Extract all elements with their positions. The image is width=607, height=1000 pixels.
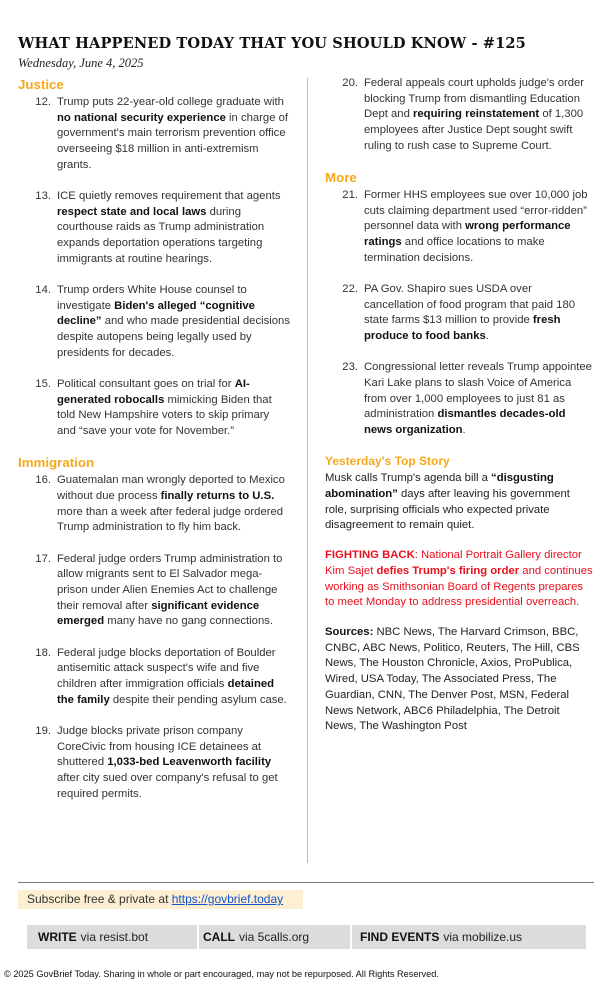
news-item — [18, 646, 290, 709]
item-text — [364, 188, 593, 267]
call-action-label: CALL — [203, 930, 235, 944]
text-run: and who made presidential decisions despite autopens being legally used by presidents for decades. — [57, 315, 290, 359]
write-action-link: via resist.bot — [80, 930, 149, 944]
text-run: and continues working as Smithsonian Board of Regents prepares to meet Monday to address presidential overreach. — [325, 564, 593, 609]
bold-phrase: dismantles decades-old news organization — [364, 408, 566, 437]
find-events-action-link: via mobilize.us — [443, 930, 523, 944]
newsletter-header — [18, 35, 593, 71]
news-item — [18, 473, 290, 536]
bold-phrase: requiring reinstatement — [413, 108, 540, 121]
news-item — [18, 189, 290, 268]
item-number: 12. — [35, 96, 51, 108]
text-run: Guatemalan man wrongly deported to Mexico without due process — [57, 474, 285, 503]
bold-phrase: Biden's alleged “cognitive decline” — [57, 299, 255, 328]
subscribe-link[interactable]: https://govbrief.today — [171, 892, 284, 906]
news-item — [325, 76, 593, 155]
education-list — [325, 76, 593, 155]
news-item — [325, 360, 593, 439]
text-run: Political consultant goes on trial for — [57, 378, 235, 391]
more-list — [325, 188, 593, 439]
write-action[interactable] — [27, 925, 197, 949]
footer-divider — [18, 882, 594, 883]
text-run: Federal judge orders Trump administration to allow migrants sent to El Salvador mega-prison under Alien Enemies Act to challenge their removal after — [57, 552, 283, 612]
news-item — [325, 282, 593, 345]
item-text — [364, 360, 593, 439]
newsletter-title: WHAT HAPPENED TODAY THAT YOU SHOULD KNOW - #125 — [18, 35, 526, 52]
newsletter-date: Wednesday, June 4, 2025 — [18, 56, 144, 70]
news-item — [18, 283, 290, 362]
item-number: 21. — [342, 189, 358, 202]
bold-phrase: finally returns to U.S. — [160, 490, 275, 503]
section-title-justice: Justice — [18, 77, 64, 92]
text-run: PA Gov. Shapiro sues USDA over cancellation of food program that paid 180 state farms $13 million to provide — [364, 283, 576, 327]
text-run: Trump puts 22-year-old college graduate with — [57, 96, 284, 108]
top-story-title: Yesterday's Top Story — [325, 454, 450, 469]
item-number: 20. — [342, 77, 358, 89]
sources-label: Sources: — [325, 625, 374, 638]
text-run: despite their pending asylum case. — [109, 693, 287, 706]
item-number: 19. — [35, 725, 51, 737]
top-story-text — [325, 471, 593, 534]
find-events-action-label: FIND EVENTS — [360, 930, 440, 944]
text-run: : National Portrait Gallery director Kim Sajet — [325, 549, 582, 577]
text-run: more than a week after federal judge ordered Trump administration to fly him back. — [57, 505, 284, 534]
section-title-more: More — [325, 170, 357, 186]
bold-phrase: FIGHTING BACK — [325, 549, 415, 562]
bold-phrase: defies Trump's firing order — [376, 564, 520, 577]
text-run: during courthouse raids as Trump administration expands deportation operations targeting immigrants at routine hearings. — [57, 205, 265, 265]
item-text — [57, 646, 290, 709]
subscribe-text: Subscribe free & private at — [27, 892, 172, 906]
bold-phrase: detained the family — [57, 678, 275, 706]
copyright-footer: © 2025 GovBrief Today. Sharing in whole or part encouraged, may not be repurposed. All Rights Reserved. — [4, 969, 439, 979]
text-run: Judge blocks private prison company CoreCivic from housing ICE detainees at shuttered — [57, 725, 262, 769]
news-item — [18, 552, 290, 631]
item-text — [57, 377, 290, 440]
item-number: 22. — [342, 283, 358, 296]
news-item — [18, 95, 290, 174]
item-text — [57, 189, 290, 268]
text-run: after city sued over company's refusal to get required permits. — [57, 772, 278, 800]
item-text — [364, 76, 593, 155]
text-run: mimicking Biden that told New Hampshire voters to skip primary and “save your vote for November.” — [57, 393, 272, 438]
text-run: Trump orders White House counsel to investigate — [57, 284, 247, 312]
call-action[interactable] — [199, 925, 350, 949]
section-title-immigration: Immigration — [18, 455, 95, 471]
text-run: Musk calls Trump's agenda bill a — [325, 472, 492, 485]
item-number: 16. — [35, 474, 51, 487]
news-item — [325, 188, 593, 267]
text-run: . — [485, 330, 489, 343]
text-run: many have no gang connections. — [104, 615, 274, 628]
item-text — [364, 282, 593, 345]
call-action-link: via 5calls.org — [239, 930, 310, 944]
item-text — [57, 283, 290, 362]
item-number: 15. — [35, 378, 51, 391]
immigration-list — [18, 473, 290, 802]
column-divider — [307, 78, 308, 863]
action-bar — [27, 925, 586, 949]
text-run: . — [462, 424, 466, 437]
sources-block — [325, 625, 593, 735]
item-number: 14. — [35, 284, 51, 297]
find-events-action[interactable] — [352, 925, 586, 949]
text-run: in charge of government's main terrorism prevention office overseeing $18 million in anti-extremism grants. — [57, 111, 289, 171]
text-run: Congressional letter reveals Trump appointee Kari Lake plans to slash Voice of America from over 1,000 employees to just 81 as administration — [364, 361, 592, 421]
left-column — [18, 77, 290, 818]
text-run: days after leaving his government role, surprising officials who expected private disagreement to remain quiet. — [325, 488, 570, 532]
text-run: of 1,300 employees after Justice Dept sought swift ruling to rush case to Supreme Court. — [364, 108, 584, 152]
item-text — [57, 95, 290, 174]
right-column — [325, 76, 593, 735]
sources-text: NBC News, The Harvard Crimson, BBC, CNBC, ABC News, Politico, Reuters, The Hill, CBS News, The Houston Chronicle, Axios, ProPublica, Wired, USA Today, The Associated Press, The Guardian, CNN, The Denver Post, MSN, Federal News Network, ABC6 Philadelphia, The Detroit News, The Washington Post — [325, 625, 580, 733]
write-action-label: WRITE — [38, 930, 77, 944]
justice-list — [18, 95, 290, 440]
subscribe-banner — [18, 890, 303, 909]
item-number: 18. — [35, 646, 51, 659]
news-item — [18, 724, 290, 803]
item-number: 13. — [35, 190, 51, 203]
news-item — [18, 377, 290, 440]
item-number: 17. — [35, 552, 51, 565]
bold-phrase: 1,033-bed Leavenworth facility — [107, 756, 272, 769]
item-text — [57, 552, 290, 631]
text-run: Federal judge blocks deportation of Boulder antisemitic attack suspect's wife and five children after immigration officials — [57, 646, 276, 691]
text-run: and office locations to make termination decisions. — [364, 236, 545, 264]
bold-phrase: no national security experience — [57, 111, 226, 124]
text-run: Former HHS employees sue over 10,000 job cuts claiming department used “error-ridden” personnel data with — [364, 189, 588, 233]
bold-phrase: fresh produce to food banks — [364, 314, 561, 343]
fighting-back-text — [325, 548, 593, 611]
item-text — [57, 724, 290, 803]
text-run: ICE quietly removes requirement that agents — [57, 190, 281, 203]
item-number: 23. — [342, 361, 358, 374]
bold-phrase: respect state and local laws — [57, 205, 207, 218]
text-run: Federal appeals court upholds judge's order blocking Trump from dismantling Education Dept and — [364, 77, 585, 121]
bold-phrase: “disgusting abomination” — [325, 472, 554, 501]
bold-phrase: AI-generated robocalls — [57, 378, 250, 406]
bold-phrase: wrong performance ratings — [364, 220, 571, 249]
item-text — [57, 473, 290, 536]
bold-phrase: significant evidence emerged — [57, 599, 260, 628]
